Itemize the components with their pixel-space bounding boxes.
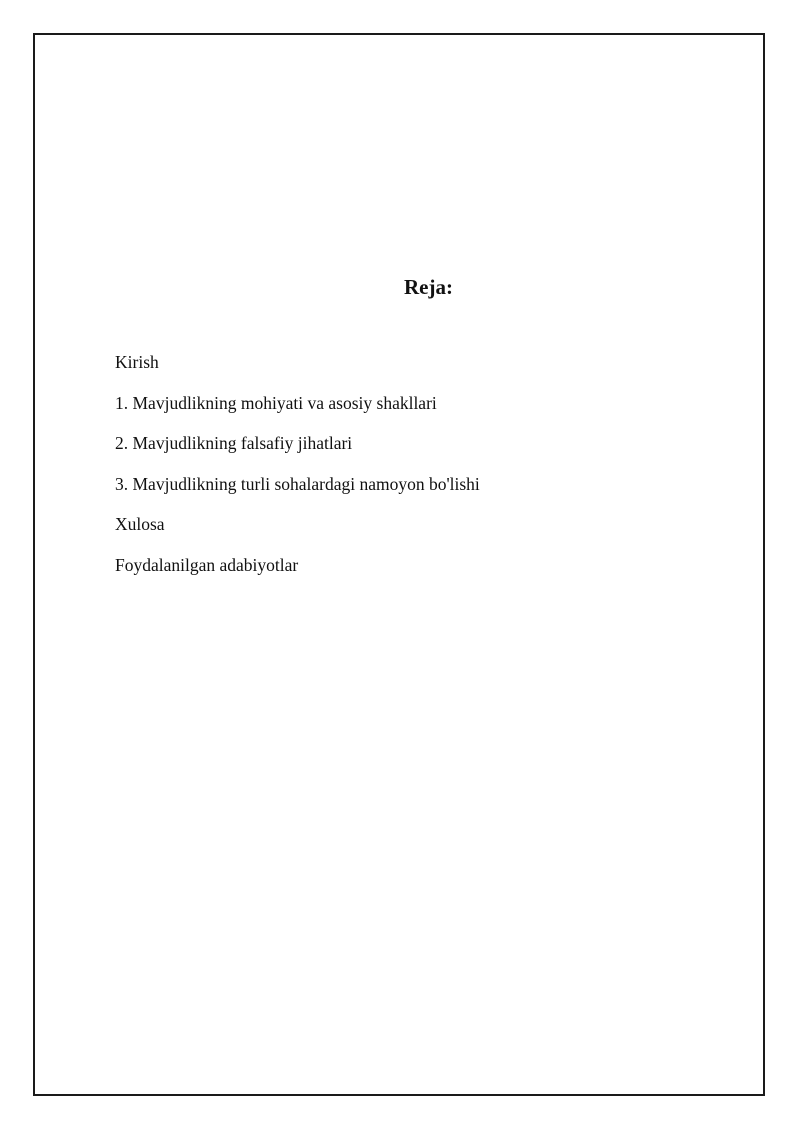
- document-title: Reja:: [404, 275, 453, 299]
- plan-list: [115, 352, 480, 595]
- plan-item-references: Foydalanilgan adabiyotlar: [115, 554, 299, 575]
- plan-item-introduction: Kirish: [115, 352, 159, 372]
- plan-item-conclusion: Xulosa: [115, 514, 165, 534]
- plan-item-section-2: 2. Mavjudlikning falsafiy jihatlari: [115, 433, 353, 453]
- plan-item-section-1: 1. Mavjudlikning mohiyati va asosiy shakllari: [115, 392, 437, 413]
- plan-item-section-3: 3. Mavjudlikning turli sohalardagi namoyon bo'lishi: [115, 473, 480, 494]
